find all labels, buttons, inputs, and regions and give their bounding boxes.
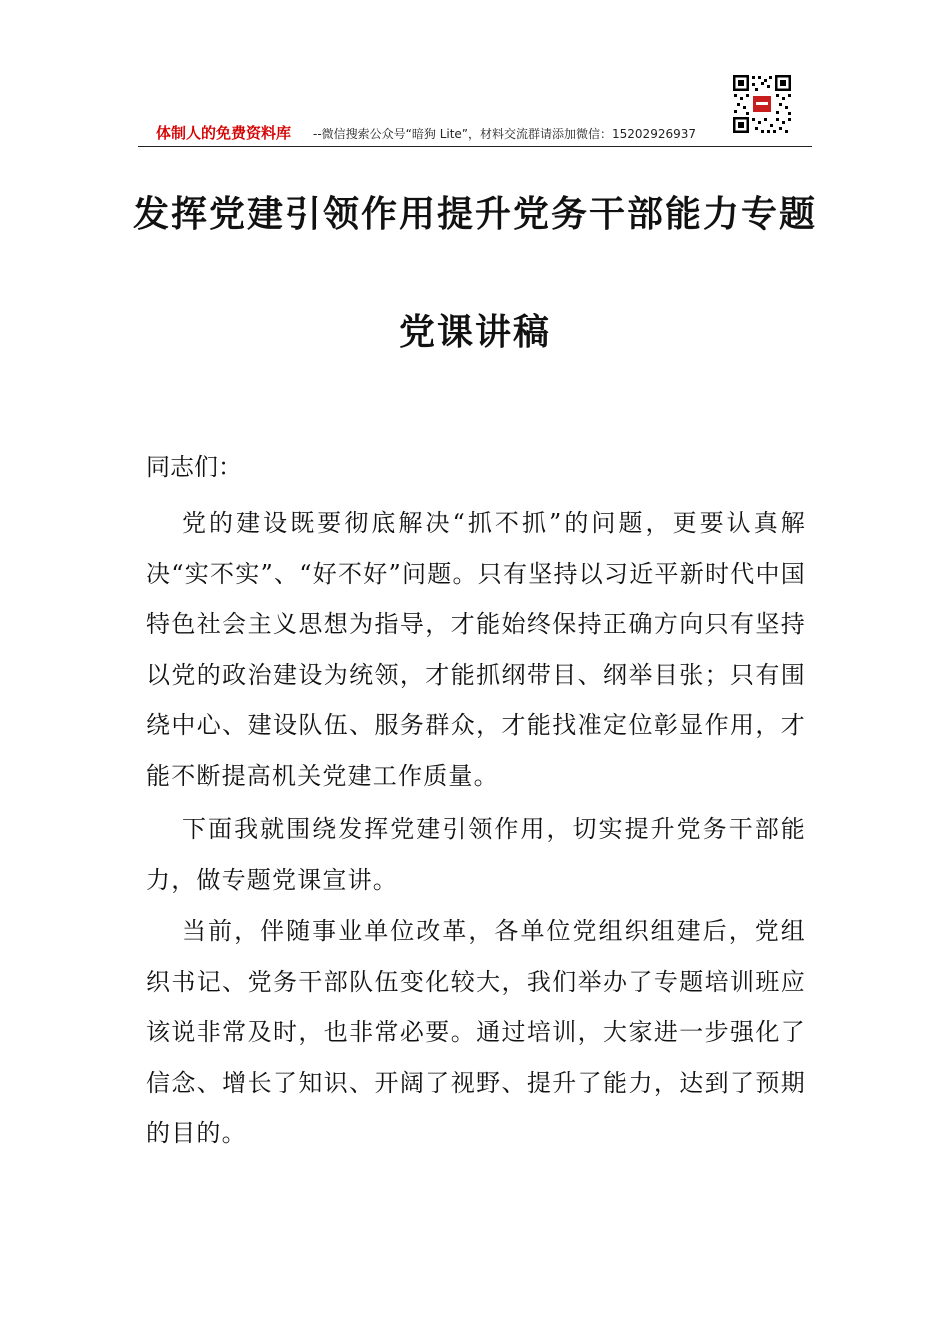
document-title-line2: 党课讲稿 <box>398 311 551 353</box>
document-title-line1: 发挥党建引领作用提升党务干部能力专题 <box>132 193 817 235</box>
page-header <box>138 118 812 147</box>
body-paragraph: 当前，伴随事业单位改革，各单位党组织组建后，党组织书记、党务干部队伍变化较大，我们举办了专题培训班应该说非常及时，也非常必要。通过培训，大家进一步强化了信念、增长了知识、开阔了视野、提升了能力，达到了预期的目的。 <box>146 917 806 1147</box>
header-brand: 体制人的免费资料库 <box>156 124 292 142</box>
qr-code-icon <box>732 74 792 134</box>
body-paragraph: 党的建设既要彻底解决“抓不抓”的问题，更要认真解决“实不实”、“好不好”问题。只有坚持以习近平新时代中国特色社会主义思想为指导，才能始终保持正确方向只有坚持以党的政治建设为统领，才能抓纲带目、纲举目张；只有围绕中心、建设队伍、服务群众，才能找准定位彰显作用，才能不断提高机关党建工作质量。 <box>146 509 806 790</box>
header-tagline: --微信搜索公众号“暗狗 Lite”，材料交流群请添加微信：15202926937 <box>313 127 696 141</box>
salutation: 同志们： <box>146 453 242 481</box>
body-paragraph: 下面我就围绕发挥党建引领作用，切实提升党务干部能力，做专题党课宣讲。 <box>146 815 806 894</box>
